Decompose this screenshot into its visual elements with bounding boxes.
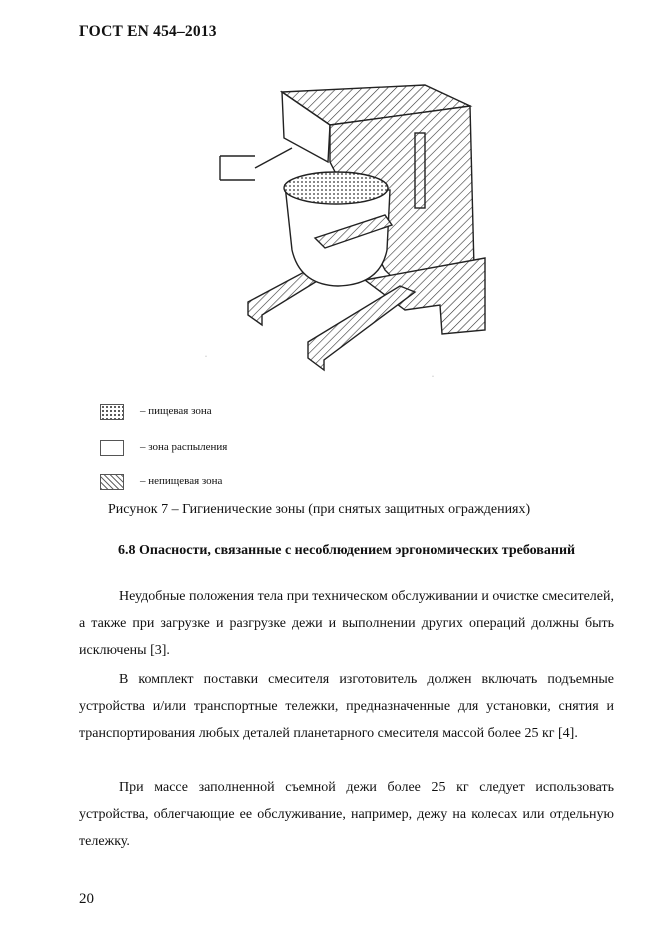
legend-item-splash-zone (100, 440, 360, 460)
paragraph: Неудобные положения тела при техническом обслуживании и очистке смесителей, а также при загрузке и разгрузке дежи и выполнении других операций должны быть исключены [3]. (79, 589, 614, 658)
svg-text:·: · (205, 354, 207, 360)
page-number: 20 (79, 891, 94, 907)
mixer-leg-right (308, 286, 415, 370)
document-header: ГОСТ EN 454–2013 (79, 23, 217, 40)
section-heading: 6.8 Опасности, связанные с несоблюдением эргономических требований (118, 543, 576, 558)
svg-text:·: · (432, 374, 434, 380)
nonfood-zone-swatch (100, 474, 124, 490)
legend-item-food-zone (100, 404, 360, 424)
figure-caption: Рисунок 7 – Гигиенические зоны (при снятых защитных ограждениях) (108, 502, 531, 517)
legend-label: – пищевая зона (140, 405, 212, 417)
paragraph: При массе заполненной съемной дежи более 25 кг следует использовать устройства, облегчающие ее обслуживание, например, дежу на колесах или отдельную тележку. (79, 780, 614, 849)
food-zone-swatch (100, 404, 124, 420)
mixer-bowl (284, 172, 392, 286)
legend-item-nonfood-zone (100, 474, 360, 494)
legend-label: – непищевая зона (140, 475, 223, 487)
legend-label: – зона распыления (140, 441, 228, 453)
mixer-figure (200, 80, 500, 380)
mixer-lever (415, 133, 425, 208)
paragraph: В комплект поставки смесителя изготовитель должен включать подъемные устройства и/или транспортные тележки, предназначенные для установки, снятия и транспортирования любых деталей планетарного смесителя массой более 25 кг [4]. (79, 672, 614, 741)
splash-zone-swatch (100, 440, 124, 456)
